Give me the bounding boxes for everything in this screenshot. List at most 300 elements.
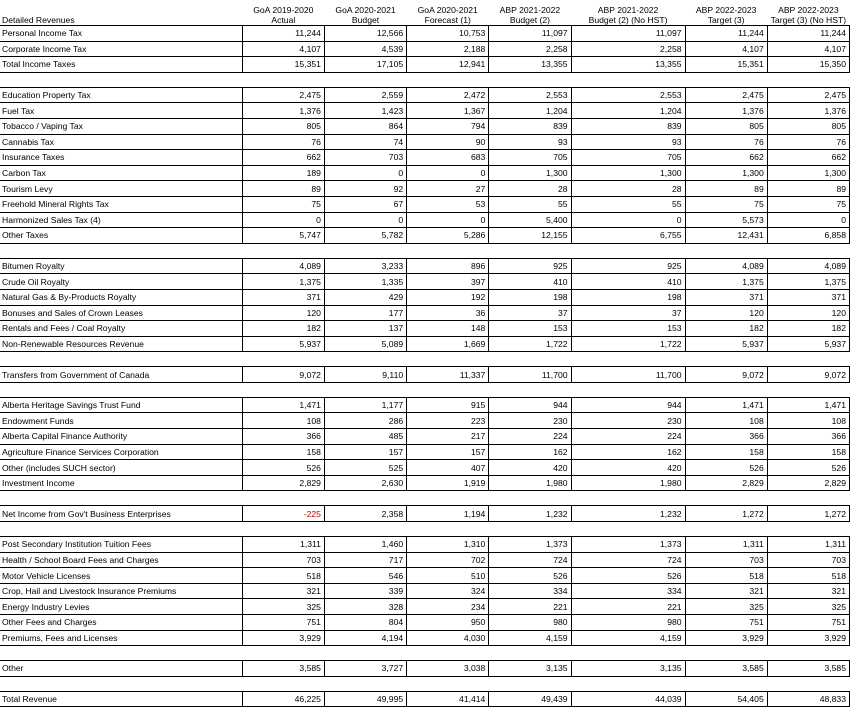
- row-label: Agriculture Finance Services Corporation: [0, 444, 242, 460]
- value-cell: 5,937: [685, 336, 767, 352]
- value-cell: 717: [324, 552, 406, 568]
- value-cell: 120: [685, 305, 767, 321]
- row-label: Other: [0, 661, 242, 677]
- spacer-cell: [242, 352, 324, 367]
- spacer-cell: [242, 491, 324, 506]
- value-cell: 662: [767, 150, 849, 166]
- value-cell: 366: [242, 429, 324, 445]
- value-cell: 148: [407, 321, 489, 337]
- value-cell: 158: [685, 444, 767, 460]
- value-cell: 27: [407, 181, 489, 197]
- spacer-cell: [767, 72, 849, 87]
- spacer-row: [0, 72, 850, 87]
- value-cell: 794: [407, 118, 489, 134]
- value-cell: 4,107: [242, 41, 324, 57]
- value-cell: 915: [407, 397, 489, 413]
- value-cell: 2,829: [767, 475, 849, 491]
- value-cell: 1,311: [242, 537, 324, 553]
- value-cell: 158: [242, 444, 324, 460]
- value-cell: 2,475: [767, 87, 849, 103]
- value-cell: 46,225: [242, 691, 324, 707]
- table-row: [0, 413, 850, 429]
- value-cell: 429: [324, 289, 406, 305]
- value-cell: 4,089: [685, 258, 767, 274]
- value-cell: 11,097: [489, 26, 571, 42]
- spacer-cell: [685, 72, 767, 87]
- row-label: Other (includes SUCH sector): [0, 460, 242, 476]
- table-row: [0, 41, 850, 57]
- value-cell: 1,471: [242, 397, 324, 413]
- value-cell: 2,258: [571, 41, 685, 57]
- value-cell: 75: [242, 196, 324, 212]
- value-cell: 321: [767, 583, 849, 599]
- value-cell: 54,405: [685, 691, 767, 707]
- row-label: Crude Oil Royalty: [0, 274, 242, 290]
- value-cell: 944: [571, 397, 685, 413]
- value-cell: 1,471: [685, 397, 767, 413]
- value-cell: 328: [324, 599, 406, 615]
- value-cell: 805: [767, 118, 849, 134]
- row-label: Transfers from Government of Canada: [0, 367, 242, 383]
- row-label: Crop, Hail and Livestock Insurance Premiums: [0, 583, 242, 599]
- spacer-cell: [0, 382, 242, 397]
- table-header: [0, 0, 850, 26]
- value-cell: 4,107: [767, 41, 849, 57]
- table-row: [0, 615, 850, 631]
- row-label: Personal Income Tax: [0, 26, 242, 42]
- value-cell: 1,373: [489, 537, 571, 553]
- spacer-cell: [407, 646, 489, 661]
- row-label: Total Revenue: [0, 691, 242, 707]
- value-cell: 950: [407, 615, 489, 631]
- value-cell: 703: [685, 552, 767, 568]
- table-row: [0, 212, 850, 228]
- spacer-cell: [767, 646, 849, 661]
- value-cell: 12,941: [407, 57, 489, 73]
- table-row: [0, 26, 850, 42]
- spacer-cell: [324, 72, 406, 87]
- value-cell: 2,472: [407, 87, 489, 103]
- value-cell: 120: [242, 305, 324, 321]
- value-cell: 1,376: [242, 103, 324, 119]
- value-cell: 1,669: [407, 336, 489, 352]
- row-label: Post Secondary Institution Tuition Fees: [0, 537, 242, 553]
- value-cell: 0: [324, 212, 406, 228]
- value-cell: 6,858: [767, 228, 849, 244]
- spacer-cell: [571, 491, 685, 506]
- value-cell: 17,105: [324, 57, 406, 73]
- value-cell: 9,110: [324, 367, 406, 383]
- value-cell: 1,204: [571, 103, 685, 119]
- spacer-cell: [571, 352, 685, 367]
- spacer-cell: [242, 676, 324, 691]
- spacer-row: [0, 382, 850, 397]
- value-cell: 1,376: [685, 103, 767, 119]
- spacer-cell: [324, 243, 406, 258]
- spacer-cell: [489, 491, 571, 506]
- value-cell: 0: [407, 212, 489, 228]
- value-cell: 407: [407, 460, 489, 476]
- value-cell: 662: [242, 150, 324, 166]
- value-cell: 371: [767, 289, 849, 305]
- spacer-cell: [571, 522, 685, 537]
- value-cell: 944: [489, 397, 571, 413]
- value-cell: 5,089: [324, 336, 406, 352]
- table-row: [0, 336, 850, 352]
- value-cell: 526: [571, 568, 685, 584]
- table-row: [0, 321, 850, 337]
- value-cell: 705: [489, 150, 571, 166]
- value-cell: 162: [489, 444, 571, 460]
- spacer-cell: [685, 646, 767, 661]
- row-label: Tourism Levy: [0, 181, 242, 197]
- value-cell: 120: [767, 305, 849, 321]
- row-label: Corporate Income Tax: [0, 41, 242, 57]
- value-cell: 325: [767, 599, 849, 615]
- spacer-cell: [324, 382, 406, 397]
- spacer-cell: [571, 243, 685, 258]
- value-cell: 28: [489, 181, 571, 197]
- value-cell: 11,337: [407, 367, 489, 383]
- header-col-4: ABP 2021-2022 Budget (2): [499, 5, 561, 25]
- value-cell: 76: [685, 134, 767, 150]
- value-cell: 703: [324, 150, 406, 166]
- value-cell: 366: [767, 429, 849, 445]
- value-cell: 751: [767, 615, 849, 631]
- value-cell: 1,300: [489, 165, 571, 181]
- spacer-cell: [0, 491, 242, 506]
- value-cell: 182: [767, 321, 849, 337]
- spacer-cell: [324, 491, 406, 506]
- spacer-cell: [407, 382, 489, 397]
- spacer-cell: [0, 676, 242, 691]
- value-cell: 221: [571, 599, 685, 615]
- value-cell: 366: [685, 429, 767, 445]
- value-cell: 12,431: [685, 228, 767, 244]
- value-cell: 55: [571, 196, 685, 212]
- value-cell: 2,358: [324, 506, 406, 522]
- spacer-cell: [685, 352, 767, 367]
- spacer-cell: [242, 646, 324, 661]
- row-label: Other Fees and Charges: [0, 615, 242, 631]
- value-cell: 526: [489, 568, 571, 584]
- value-cell: 324: [407, 583, 489, 599]
- row-label: Energy Industry Levies: [0, 599, 242, 615]
- value-cell: 325: [242, 599, 324, 615]
- spacer-cell: [489, 72, 571, 87]
- value-cell: 2,829: [242, 475, 324, 491]
- value-cell: 526: [685, 460, 767, 476]
- row-label: Premiums, Fees and Licenses: [0, 630, 242, 646]
- value-cell: 1,375: [767, 274, 849, 290]
- value-cell: 108: [242, 413, 324, 429]
- value-cell: 223: [407, 413, 489, 429]
- value-cell: 75: [685, 196, 767, 212]
- value-cell: 1,423: [324, 103, 406, 119]
- value-cell: 6,755: [571, 228, 685, 244]
- spacer-cell: [324, 646, 406, 661]
- value-cell: 157: [407, 444, 489, 460]
- value-cell: 420: [571, 460, 685, 476]
- spacer-cell: [242, 522, 324, 537]
- value-cell: 5,400: [489, 212, 571, 228]
- table-row: [0, 274, 850, 290]
- value-cell: 751: [685, 615, 767, 631]
- value-cell: 2,258: [489, 41, 571, 57]
- value-cell: 2,475: [685, 87, 767, 103]
- spacer-cell: [489, 352, 571, 367]
- row-label: Motor Vehicle Licenses: [0, 568, 242, 584]
- table-row: [0, 537, 850, 553]
- spacer-cell: [571, 382, 685, 397]
- value-cell: 11,244: [767, 26, 849, 42]
- value-cell: 198: [489, 289, 571, 305]
- table-row: [0, 475, 850, 491]
- spacer-cell: [324, 676, 406, 691]
- spacer-row: [0, 676, 850, 691]
- value-cell: 805: [242, 118, 324, 134]
- value-cell: 804: [324, 615, 406, 631]
- value-cell: 980: [489, 615, 571, 631]
- value-cell: 925: [489, 258, 571, 274]
- spacer-cell: [685, 491, 767, 506]
- value-cell: 1,980: [571, 475, 685, 491]
- value-cell: 5,782: [324, 228, 406, 244]
- row-label: Alberta Heritage Savings Trust Fund: [0, 397, 242, 413]
- value-cell: 4,107: [685, 41, 767, 57]
- value-cell: 839: [571, 118, 685, 134]
- value-cell: 325: [685, 599, 767, 615]
- value-cell: 1,367: [407, 103, 489, 119]
- value-cell: 2,475: [242, 87, 324, 103]
- value-cell: 230: [571, 413, 685, 429]
- value-cell: 925: [571, 258, 685, 274]
- value-cell: 751: [242, 615, 324, 631]
- header-col-3: GoA 2020-2021 Forecast (1): [417, 5, 478, 25]
- value-cell: 2,188: [407, 41, 489, 57]
- table-row: [0, 552, 850, 568]
- spacer-cell: [767, 382, 849, 397]
- value-cell: 2,630: [324, 475, 406, 491]
- spacer-cell: [767, 491, 849, 506]
- row-label: Education Property Tax: [0, 87, 242, 103]
- value-cell: 75: [767, 196, 849, 212]
- row-label: Fuel Tax: [0, 103, 242, 119]
- value-cell: 805: [685, 118, 767, 134]
- row-label: Insurance Taxes: [0, 150, 242, 166]
- value-cell: 89: [685, 181, 767, 197]
- value-cell: 224: [571, 429, 685, 445]
- value-cell: 334: [571, 583, 685, 599]
- value-cell: 410: [571, 274, 685, 290]
- value-cell: 15,350: [767, 57, 849, 73]
- value-cell: 10,753: [407, 26, 489, 42]
- value-cell: 11,097: [571, 26, 685, 42]
- value-cell: 162: [571, 444, 685, 460]
- table-row: [0, 87, 850, 103]
- table-row: [0, 118, 850, 134]
- header-col-6: ABP 2022-2023 Target (3): [695, 5, 757, 25]
- spacer-cell: [685, 676, 767, 691]
- value-cell: 158: [767, 444, 849, 460]
- spacer-row: [0, 646, 850, 661]
- value-cell: -225: [242, 506, 324, 522]
- table-row: [0, 506, 850, 522]
- row-label: Health / School Board Fees and Charges: [0, 552, 242, 568]
- value-cell: 1,722: [571, 336, 685, 352]
- row-label: Bitumen Royalty: [0, 258, 242, 274]
- table-row: [0, 150, 850, 166]
- value-cell: 153: [571, 321, 685, 337]
- value-cell: 74: [324, 134, 406, 150]
- value-cell: 4,089: [242, 258, 324, 274]
- row-label: Net Income from Gov't Business Enterprises: [0, 506, 242, 522]
- table-row: [0, 228, 850, 244]
- spacer-row: [0, 491, 850, 506]
- table-row: [0, 305, 850, 321]
- value-cell: 2,553: [571, 87, 685, 103]
- value-cell: 703: [767, 552, 849, 568]
- value-cell: 76: [242, 134, 324, 150]
- spacer-cell: [324, 522, 406, 537]
- value-cell: 198: [571, 289, 685, 305]
- value-cell: 724: [571, 552, 685, 568]
- spacer-cell: [571, 676, 685, 691]
- row-label: Carbon Tax: [0, 165, 242, 181]
- table-row: [0, 397, 850, 413]
- value-cell: 1,460: [324, 537, 406, 553]
- value-cell: 9,072: [685, 367, 767, 383]
- value-cell: 334: [489, 583, 571, 599]
- value-cell: 76: [767, 134, 849, 150]
- value-cell: 4,539: [324, 41, 406, 57]
- row-label: Freehold Mineral Rights Tax: [0, 196, 242, 212]
- value-cell: 90: [407, 134, 489, 150]
- value-cell: 683: [407, 150, 489, 166]
- value-cell: 3,727: [324, 661, 406, 677]
- value-cell: 234: [407, 599, 489, 615]
- table-row: [0, 196, 850, 212]
- table-row: [0, 181, 850, 197]
- value-cell: 5,573: [685, 212, 767, 228]
- value-cell: 4,194: [324, 630, 406, 646]
- table-row: [0, 568, 850, 584]
- value-cell: 108: [685, 413, 767, 429]
- table-row: [0, 630, 850, 646]
- value-cell: 286: [324, 413, 406, 429]
- value-cell: 1,272: [767, 506, 849, 522]
- value-cell: 11,244: [242, 26, 324, 42]
- value-cell: 67: [324, 196, 406, 212]
- value-cell: 3,929: [767, 630, 849, 646]
- spacer-cell: [242, 243, 324, 258]
- spacer-cell: [407, 676, 489, 691]
- value-cell: 1,335: [324, 274, 406, 290]
- header-detailed-revenues: Detailed Revenues: [2, 15, 75, 25]
- value-cell: 518: [767, 568, 849, 584]
- value-cell: 339: [324, 583, 406, 599]
- row-label: Endowment Funds: [0, 413, 242, 429]
- spacer-cell: [0, 72, 242, 87]
- table-row: [0, 57, 850, 73]
- value-cell: 1,177: [324, 397, 406, 413]
- row-label: Harmonized Sales Tax (4): [0, 212, 242, 228]
- table-row: [0, 367, 850, 383]
- value-cell: 1,311: [685, 537, 767, 553]
- value-cell: 546: [324, 568, 406, 584]
- value-cell: 49,995: [324, 691, 406, 707]
- spacer-cell: [767, 243, 849, 258]
- value-cell: 12,155: [489, 228, 571, 244]
- value-cell: 420: [489, 460, 571, 476]
- value-cell: 1,272: [685, 506, 767, 522]
- value-cell: 2,553: [489, 87, 571, 103]
- value-cell: 3,038: [407, 661, 489, 677]
- value-cell: 724: [489, 552, 571, 568]
- spacer-cell: [767, 352, 849, 367]
- value-cell: 13,355: [571, 57, 685, 73]
- row-label: Cannabis Tax: [0, 134, 242, 150]
- row-label: Non-Renewable Resources Revenue: [0, 336, 242, 352]
- value-cell: 510: [407, 568, 489, 584]
- value-cell: 221: [489, 599, 571, 615]
- value-cell: 526: [767, 460, 849, 476]
- row-label: Alberta Capital Finance Authority: [0, 429, 242, 445]
- value-cell: 1,194: [407, 506, 489, 522]
- spacer-cell: [242, 72, 324, 87]
- value-cell: 92: [324, 181, 406, 197]
- value-cell: 1,310: [407, 537, 489, 553]
- spacer-cell: [685, 243, 767, 258]
- value-cell: 4,030: [407, 630, 489, 646]
- value-cell: 662: [685, 150, 767, 166]
- value-cell: 397: [407, 274, 489, 290]
- value-cell: 224: [489, 429, 571, 445]
- value-cell: 55: [489, 196, 571, 212]
- value-cell: 321: [242, 583, 324, 599]
- spacer-cell: [571, 646, 685, 661]
- row-label: Total Income Taxes: [0, 57, 242, 73]
- value-cell: 89: [767, 181, 849, 197]
- value-cell: 0: [571, 212, 685, 228]
- value-cell: 864: [324, 118, 406, 134]
- value-cell: 3,929: [242, 630, 324, 646]
- spacer-cell: [685, 382, 767, 397]
- value-cell: 5,937: [767, 336, 849, 352]
- spacer-cell: [324, 352, 406, 367]
- spacer-cell: [407, 491, 489, 506]
- value-cell: 1,300: [571, 165, 685, 181]
- header-col-2: GoA 2020-2021 Budget: [335, 5, 396, 25]
- value-cell: 11,244: [685, 26, 767, 42]
- value-cell: 1,311: [767, 537, 849, 553]
- value-cell: 49,439: [489, 691, 571, 707]
- value-cell: 157: [324, 444, 406, 460]
- value-cell: 37: [571, 305, 685, 321]
- value-cell: 137: [324, 321, 406, 337]
- value-cell: 1,722: [489, 336, 571, 352]
- value-cell: 12,566: [324, 26, 406, 42]
- value-cell: 3,233: [324, 258, 406, 274]
- value-cell: 4,159: [571, 630, 685, 646]
- value-cell: 980: [571, 615, 685, 631]
- value-cell: 48,833: [767, 691, 849, 707]
- value-cell: 1,232: [489, 506, 571, 522]
- header-col-5: ABP 2021-2022 Budget (2) (No HST): [588, 5, 668, 25]
- value-cell: 9,072: [242, 367, 324, 383]
- spacer-cell: [0, 243, 242, 258]
- table-row: [0, 583, 850, 599]
